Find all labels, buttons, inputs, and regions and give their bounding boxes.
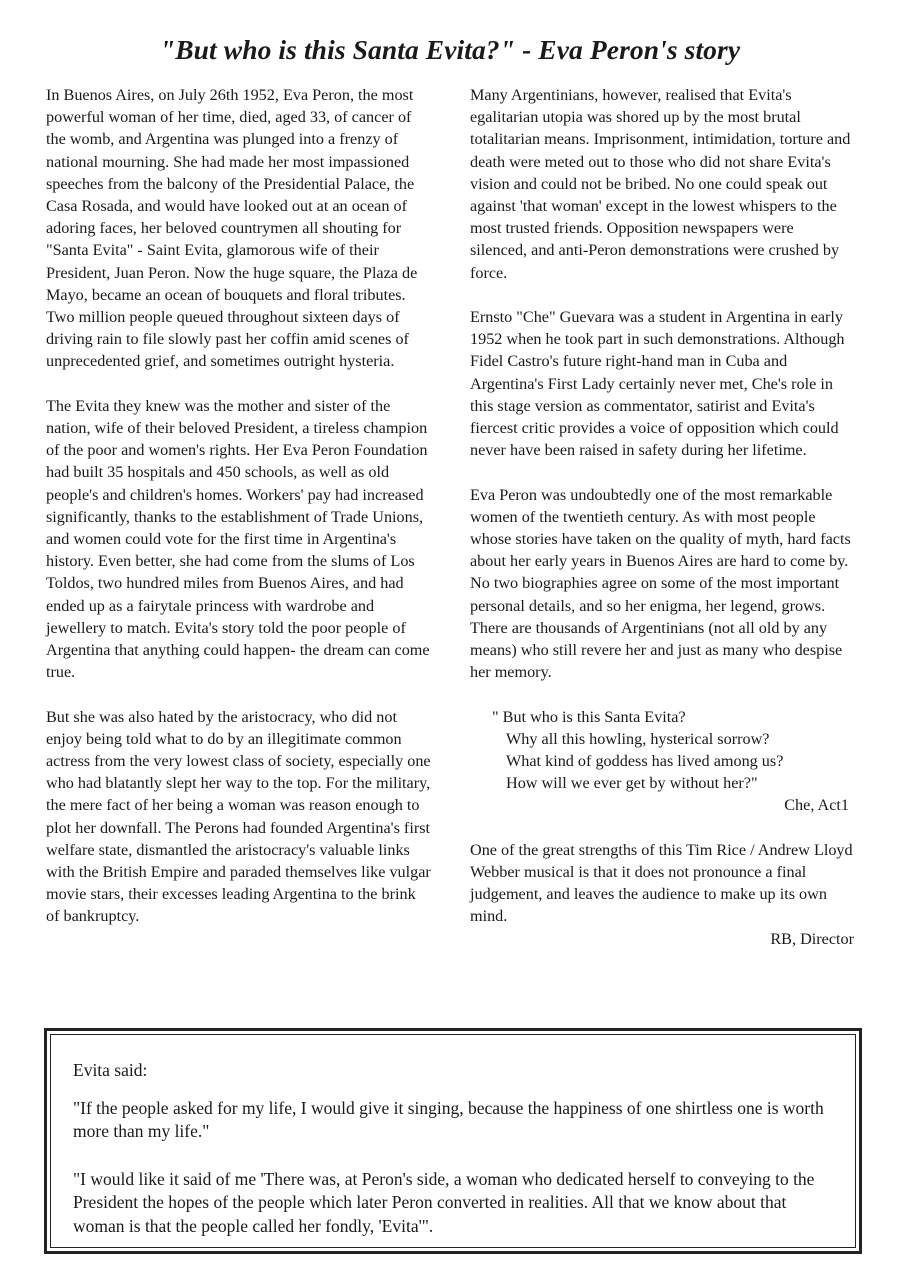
quote-box-inner xyxy=(50,1034,856,1248)
song-line: How will we ever get by without her?" xyxy=(506,774,758,793)
paragraph-che-guevara: Ernsto "Che" Guevara was a student in Argentina in early 1952 when he took part in such demonstrations. Although Fidel Castro's future right-hand man in Cuba and Argentina's First Lady certainly never met, Che's role in this stage version as commentator, satirist and Evita's fiercest critic provides a voice of opposition which could never have been raised in safety during her lifetime. xyxy=(470,308,845,460)
song-line: " But who is this Santa Evita? xyxy=(492,707,686,726)
quote-intro: Evita said: xyxy=(73,1060,148,1080)
evita-quote: "I would like it said of me 'There was, at Peron's side, a woman who dedicated herself to conveying to the President the hopes of the people which later Peron converted in realities. All that we know about that woman is that the people called her fondly, 'Evita'". xyxy=(73,1168,815,1236)
paragraph-death-of-evita: In Buenos Aires, on July 26th 1952, Eva Peron, the most powerful woman of her time, died, aged 33, of cancer of the womb, and Argentina was plunged into a frenzy of national mourning. She had made her most impassioned speeches from the balcony of the Presidential Palace, the Casa Rosada, and would have looked out at an ocean of adoring faces, her beloved countrymen all shouting for "Santa Evita" - Saint Evita, glamorous wife of their President, Juan Peron. Now the huge square, the Plaza de Mayo, became an ocean of bouquets and floral tributes. Two million people queued throughout sixteen days of driving rain to file slowly past her coffin amid scenes of unprecedented grief, and sometimes outright hysteria. xyxy=(46,86,418,371)
song-line: What kind of goddess has lived among us? xyxy=(506,752,784,771)
left-column xyxy=(46,84,431,950)
page-title: "But who is this Santa Evita?" - Eva Peron's story xyxy=(159,34,741,65)
paragraph-hated-by-aristocracy: But she was also hated by the aristocracy, who did not enjoy being told what to do by an illegitimate common actress from the very lowest class of society, especially one who had blatantly slept her way to the top. For the military, the mere fact of her being a woman was reason enough to plot her downfall. The Perons had founded Argentina's first welfare state, dismantled the aristocracy's valuable links with the British Empire and paraded themselves like vulgar movie stars, their excesses leading Argentina to the brink of bankruptcy. xyxy=(46,707,431,926)
right-column xyxy=(470,84,854,950)
evita-quote-box xyxy=(44,1028,862,1254)
paragraph-closing: One of the great strengths of this Tim Rice / Andrew Lloyd Webber musical is that it does not pronounce a final judgement, and leaves the audience to make up its own mind. xyxy=(470,840,853,926)
song-citation: Che, Act1 xyxy=(784,796,849,815)
paragraph-totalitarian-means: Many Argentinians, however, realised that Evita's egalitarian utopia was shored up by the most brutal totalitarian means. Imprisonment, intimidation, torture and death were meted out to those who did not share Evita's vision and could not be bribed. No one could speak out against 'that woman' except in the lowest whispers to the most trusted friends. Opposition newspapers were silenced, and anti-Peron demonstrations were crushed by force. xyxy=(470,86,851,282)
author-signature: RB, Director xyxy=(770,929,854,948)
song-line: Why all this howling, hysterical sorrow? xyxy=(506,729,770,748)
song-quote xyxy=(470,706,854,817)
evita-quote: "If the people asked for my life, I would give it singing, because the happiness of one shirtless one is worth more than my life." xyxy=(73,1097,824,1141)
paragraph-mother-of-nation: The Evita they knew was the mother and sister of the nation, wife of their beloved President, a tireless champion of the poor and women's rights. Her Eva Peron Foundation had built 35 hospitals and 450 schools, as well as old people's and children's homes. Workers' pay had increased significantly, thanks to the establishment of Trade Unions, and women could vote for the first time in Argentina's history. Even better, she had come from the slums of Los Toldos, two hundred miles from Buenos Aires, and had ended up as a fairytale princess with wardrobe and jewellery to match. Evita's story told the poor people of Argentina that anything could happen- the dream can come true. xyxy=(46,396,430,682)
paragraph-remarkable-woman: Eva Peron was undoubtedly one of the most remarkable women of the twentieth century. As with most people whose stories have taken on the quality of myth, hard facts about her early years in Buenos Aires are hard to come by. No two biographies agree on some of the most important personal details, and so her enigma, her legend, grows. There are thousands of Argentinians (not all old by any means) who still revere her and just as many who despise her memory. xyxy=(470,485,851,682)
